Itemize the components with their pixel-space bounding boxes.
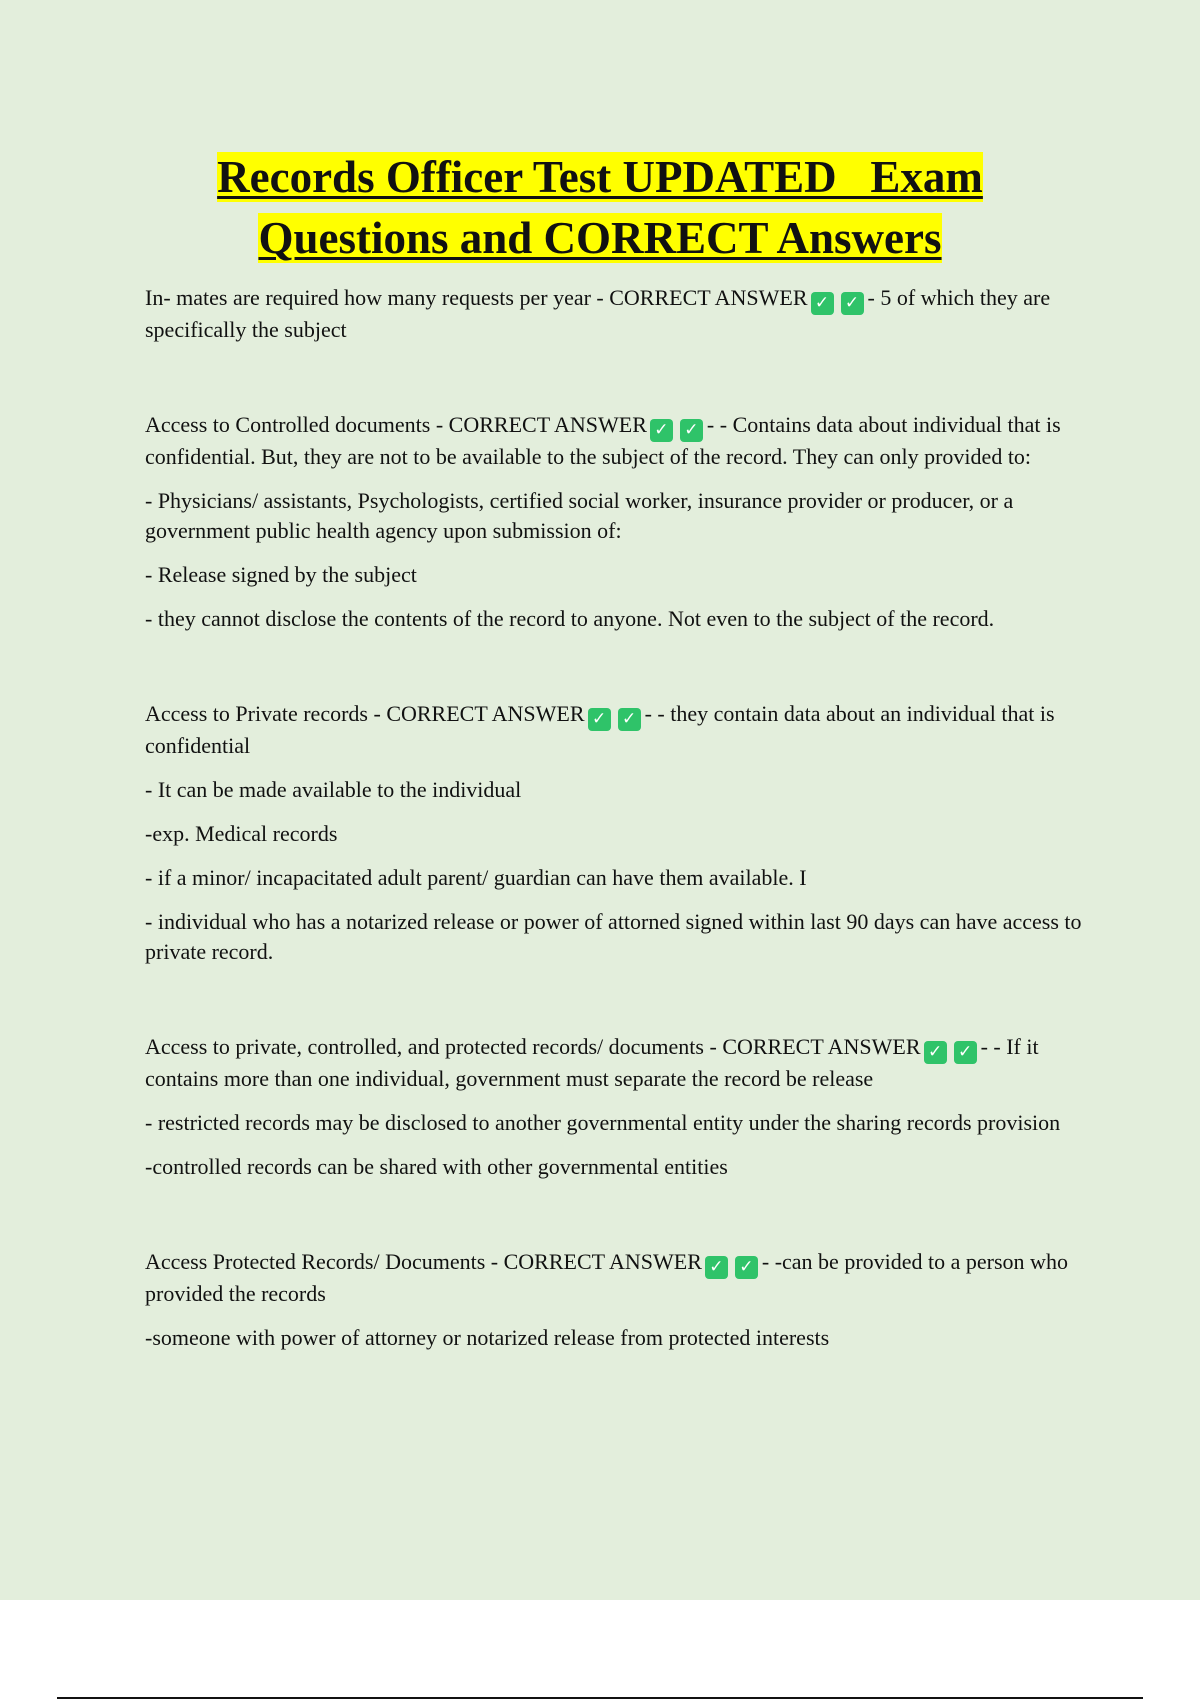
qa-item [145,1247,1095,1353]
qa-list [145,283,1095,1353]
answer-detail: - if a minor/ incapacitated adult parent/ guardian can have them available. I [145,865,807,890]
check-mark-icon: ✓ [841,292,864,315]
answer-detail: - Physicians/ assistants, Psychologists, certified social worker, insurance provider or producer, or a government public health agency upon submission of: [145,488,1014,543]
correct-answer-label: CORRECT ANSWER [448,412,647,437]
answer-detail: - restricted records may be disclosed to another governmental entity under the sharing records provision [145,1110,1061,1135]
answer-text: - -can be provided to a person who provided the records [145,1249,1068,1306]
title-line: Questions and CORRECT Answers [258,213,942,263]
check-mark-icon: ✓ [650,419,673,442]
answer-detail: - It can be made available to the individual [145,777,522,802]
check-mark-icon: ✓ [811,292,834,315]
correct-answer-label: CORRECT ANSWER [722,1034,921,1059]
answer-detail: - they cannot disclose the contents of the record to anyone. Not even to the subject of the record. [145,606,995,631]
question-text: Access to Private records [145,701,368,726]
qa-item [145,283,1095,345]
answer-detail: -controlled records can be shared with other governmental entities [145,1154,728,1179]
correct-answer-label: CORRECT ANSWER [609,285,808,310]
answer-text: - - If it contains more than one individual, government must separate the record be release [145,1034,1039,1091]
check-mark-icon: ✓ [680,419,703,442]
check-mark-icon: ✓ [735,1256,758,1279]
qa-question-paragraph: In- mates are required how many requests per year - CORRECT ANSWER ✓ ✓ - 5 of which they are specifically the subject [145,285,1051,342]
question-text: Access to private, controlled, and protected records/ documents [145,1034,704,1059]
check-mark-icon: ✓ [705,1256,728,1279]
answer-text: - 5 of which they are specifically the subject [145,285,1051,342]
correct-answer-label: CORRECT ANSWER [503,1249,702,1274]
question-text: Access Protected Records/ Documents [145,1249,486,1274]
check-mark-icon: ✓ [954,1041,977,1064]
answer-detail: -someone with power of attorney or notarized release from protected interests [145,1325,830,1350]
qa-item [145,410,1095,634]
check-mark-icon: ✓ [588,708,611,731]
qa-question-paragraph: Access Protected Records/ Documents - CORRECT ANSWER ✓ ✓ - -can be provided to a person who provided the records [145,1249,1068,1306]
document-title [0,147,1200,269]
qa-question-paragraph: Access to Controlled documents - CORRECT ANSWER ✓ ✓ - - Contains data about individual that is confidential. But, they are not to be available to the subject of the record. They can only provided to: [145,412,1061,469]
qa-question-paragraph: Access to Private records - CORRECT ANSWER ✓ ✓ - - they contain data about an individual that is confidential [145,701,1055,758]
footer-divider [57,1697,1143,1699]
check-mark-icon: ✓ [924,1041,947,1064]
answer-detail: - Release signed by the subject [145,562,417,587]
question-text: Access to Controlled documents [145,412,431,437]
correct-answer-label: CORRECT ANSWER [386,701,585,726]
qa-item [145,699,1095,967]
qa-question-paragraph: Access to private, controlled, and protected records/ documents - CORRECT ANSWER ✓ ✓ - - If it contains more than one individual, government must separate the record be release [145,1034,1039,1091]
check-mark-icon: ✓ [618,708,641,731]
answer-detail: -exp. Medical records [145,821,338,846]
answer-text: - - Contains data about individual that is confidential. But, they are not to be available to the subject of the record. They can only provided to: [145,412,1061,469]
answer-detail: - individual who has a notarized release or power of attorned signed within last 90 days can have access to private record. [145,909,1082,964]
title-line: Records Officer Test UPDATED Exam [217,152,983,202]
question-text: In- mates are required how many requests per year [145,285,591,310]
qa-item [145,1032,1095,1182]
answer-text: - - they contain data about an individual that is confidential [145,701,1055,758]
